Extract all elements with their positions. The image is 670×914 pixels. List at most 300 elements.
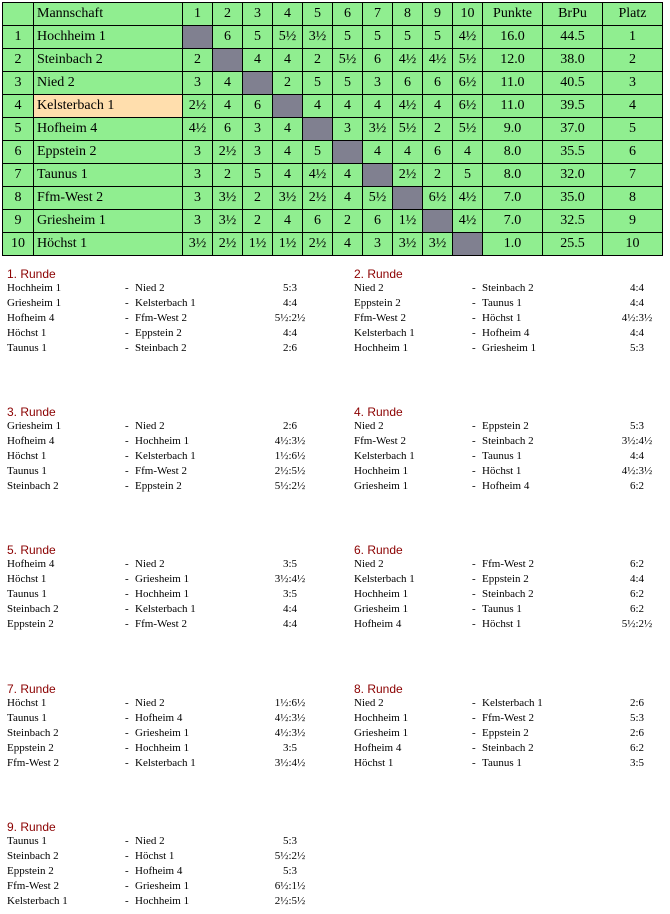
match-score: 4:4 (282, 618, 298, 630)
dash-separator: - (125, 865, 129, 877)
round-title: 2. Runde (354, 267, 403, 281)
home-team: Steinbach 2 (7, 603, 59, 615)
home-team: Hochheim 1 (354, 588, 409, 600)
platz-cell: 8 (603, 187, 663, 210)
row-number: 10 (3, 233, 34, 256)
away-team: Nied 2 (135, 697, 165, 709)
round-title: 8. Runde (354, 682, 403, 696)
diagonal-cell (423, 210, 453, 233)
header-col-8: 8 (393, 3, 423, 26)
result-cell: 4 (333, 187, 363, 210)
punkte-cell: 8.0 (483, 164, 543, 187)
match-row (7, 834, 327, 849)
dash-separator: - (472, 573, 476, 585)
dash-separator: - (472, 435, 476, 447)
away-team: Taunus 1 (482, 603, 522, 615)
home-team: Höchst 1 (354, 757, 394, 769)
result-cell: 3½ (183, 233, 213, 256)
dash-separator: - (125, 342, 129, 354)
home-team: Steinbach 2 (7, 850, 59, 862)
match-score: 5:3 (629, 712, 645, 724)
match-row (354, 617, 670, 632)
away-team: Eppstein 2 (482, 573, 529, 585)
round-title: 6. Runde (354, 543, 403, 557)
home-team: Nied 2 (354, 282, 384, 294)
away-team: Nied 2 (135, 420, 165, 432)
result-cell: 6½ (453, 95, 483, 118)
away-team: Taunus 1 (482, 297, 522, 309)
dash-separator: - (125, 727, 129, 739)
dash-separator: - (125, 603, 129, 615)
match-score: 5:3 (282, 865, 298, 877)
away-team: Steinbach 2 (135, 342, 187, 354)
dash-separator: - (472, 558, 476, 570)
home-team: Griesheim 1 (7, 420, 62, 432)
match-score: 1½:6½ (274, 697, 306, 709)
away-team: Griesheim 1 (135, 573, 190, 585)
result-cell: 6 (363, 49, 393, 72)
result-cell: 3½ (273, 187, 303, 210)
home-team: Nied 2 (354, 558, 384, 570)
result-cell: 4½ (393, 95, 423, 118)
result-cell: 4 (393, 141, 423, 164)
match-score: 5:3 (629, 420, 645, 432)
match-score: 4:4 (629, 297, 645, 309)
away-team: Hochheim 1 (135, 435, 190, 447)
result-cell: 5½ (453, 118, 483, 141)
match-score: 2:6 (629, 727, 645, 739)
dash-separator: - (125, 697, 129, 709)
match-row (354, 741, 670, 756)
round-block (7, 405, 327, 494)
result-cell: 4 (213, 95, 243, 118)
result-cell: 6 (393, 72, 423, 95)
punkte-cell: 11.0 (483, 72, 543, 95)
home-team: Taunus 1 (7, 588, 47, 600)
result-cell: 4 (273, 141, 303, 164)
result-cell: 5½ (273, 26, 303, 49)
result-cell: 1½ (393, 210, 423, 233)
dash-separator: - (472, 712, 476, 724)
dash-separator: - (472, 480, 476, 492)
match-score: 4½:3½ (274, 435, 306, 447)
away-team: Eppstein 2 (135, 327, 182, 339)
table-row (3, 233, 663, 256)
diagonal-cell (243, 72, 273, 95)
punkte-cell: 7.0 (483, 187, 543, 210)
dash-separator: - (125, 282, 129, 294)
away-team: Hofheim 4 (135, 712, 183, 724)
result-cell: 5 (423, 26, 453, 49)
brpu-cell: 40.5 (543, 72, 603, 95)
result-cell: 3 (243, 141, 273, 164)
round-block (354, 682, 670, 771)
row-number: 7 (3, 164, 34, 187)
dash-separator: - (472, 697, 476, 709)
home-team: Hochheim 1 (7, 282, 62, 294)
match-score: 6:2 (629, 603, 645, 615)
away-team: Eppstein 2 (482, 420, 529, 432)
match-score: 2½:5½ (274, 465, 306, 477)
platz-cell: 6 (603, 141, 663, 164)
result-cell: 3½ (393, 233, 423, 256)
brpu-cell: 35.5 (543, 141, 603, 164)
away-team: Eppstein 2 (135, 480, 182, 492)
result-cell: 4 (333, 95, 363, 118)
match-score: 5½:2½ (621, 618, 653, 630)
result-cell: 3 (363, 72, 393, 95)
result-cell: 4 (273, 210, 303, 233)
home-team: Steinbach 2 (7, 727, 59, 739)
match-row (7, 756, 327, 771)
table-row (3, 164, 663, 187)
dash-separator: - (472, 757, 476, 769)
dash-separator: - (125, 850, 129, 862)
home-team: Ffm-West 2 (7, 757, 59, 769)
match-row (354, 341, 670, 356)
brpu-cell: 25.5 (543, 233, 603, 256)
row-number: 5 (3, 118, 34, 141)
diagonal-cell (273, 95, 303, 118)
match-row (7, 696, 327, 711)
result-cell: 4 (273, 49, 303, 72)
team-name: Kelsterbach 1 (34, 95, 183, 118)
platz-cell: 4 (603, 95, 663, 118)
punkte-cell: 7.0 (483, 210, 543, 233)
round-title: 1. Runde (7, 267, 56, 281)
match-score: 4:4 (629, 450, 645, 462)
home-team: Eppstein 2 (7, 742, 54, 754)
dash-separator: - (472, 327, 476, 339)
away-team: Kelsterbach 1 (135, 297, 196, 309)
result-cell: 4 (273, 164, 303, 187)
match-row (7, 434, 327, 449)
diagonal-cell (393, 187, 423, 210)
table-row (3, 72, 663, 95)
match-score: 1½:6½ (274, 450, 306, 462)
round-title: 3. Runde (7, 405, 56, 419)
match-row (7, 296, 327, 311)
match-row (7, 281, 327, 296)
result-cell: 3½ (423, 233, 453, 256)
dash-separator: - (125, 480, 129, 492)
match-score: 6:2 (629, 558, 645, 570)
match-row (7, 741, 327, 756)
result-cell: 2 (303, 49, 333, 72)
row-number: 8 (3, 187, 34, 210)
round-title: 9. Runde (7, 820, 56, 834)
result-cell: 3 (243, 118, 273, 141)
match-row (7, 479, 327, 494)
brpu-cell: 37.0 (543, 118, 603, 141)
platz-cell: 5 (603, 118, 663, 141)
platz-cell: 9 (603, 210, 663, 233)
result-cell: 1½ (273, 233, 303, 256)
round-title: 5. Runde (7, 543, 56, 557)
round-block (7, 267, 327, 356)
away-team: Steinbach 2 (482, 282, 534, 294)
diagonal-cell (453, 233, 483, 256)
away-team: Hochheim 1 (135, 588, 190, 600)
team-name: Hofheim 4 (34, 118, 183, 141)
match-score: 5½:2½ (274, 850, 306, 862)
home-team: Hofheim 4 (354, 618, 402, 630)
result-cell: 4 (363, 141, 393, 164)
result-cell: 5 (333, 72, 363, 95)
match-score: 4½:3½ (274, 727, 306, 739)
result-cell: 3 (183, 187, 213, 210)
home-team: Griesheim 1 (354, 603, 409, 615)
result-cell: 5 (363, 26, 393, 49)
round-block (7, 682, 327, 771)
header-team: Mannschaft (34, 3, 183, 26)
platz-cell: 2 (603, 49, 663, 72)
match-row (7, 587, 327, 602)
round-block (7, 820, 327, 909)
brpu-cell: 38.0 (543, 49, 603, 72)
match-score: 5½:2½ (274, 480, 306, 492)
row-number: 4 (3, 95, 34, 118)
home-team: Hochheim 1 (354, 712, 409, 724)
dash-separator: - (125, 712, 129, 724)
match-score: 5:3 (282, 835, 298, 847)
home-team: Eppstein 2 (354, 297, 401, 309)
match-row (354, 479, 670, 494)
match-row (354, 296, 670, 311)
away-team: Griesheim 1 (135, 880, 190, 892)
match-row (7, 864, 327, 879)
match-row (7, 617, 327, 632)
home-team: Höchst 1 (7, 573, 47, 585)
punkte-cell: 8.0 (483, 141, 543, 164)
away-team: Ffm-West 2 (135, 618, 187, 630)
table-row (3, 187, 663, 210)
home-team: Hofheim 4 (354, 742, 402, 754)
result-cell: 5½ (333, 49, 363, 72)
result-cell: 3 (333, 118, 363, 141)
diagonal-cell (183, 26, 213, 49)
punkte-cell: 11.0 (483, 95, 543, 118)
dash-separator: - (472, 588, 476, 600)
dash-separator: - (125, 465, 129, 477)
brpu-cell: 39.5 (543, 95, 603, 118)
result-cell: 3 (183, 72, 213, 95)
result-cell: 4 (333, 164, 363, 187)
result-cell: 4 (303, 95, 333, 118)
team-name: Taunus 1 (34, 164, 183, 187)
header-col-9: 9 (423, 3, 453, 26)
result-cell: 2½ (213, 233, 243, 256)
dash-separator: - (472, 727, 476, 739)
match-row (7, 419, 327, 434)
result-cell: 5 (333, 26, 363, 49)
match-score: 4:4 (629, 327, 645, 339)
round-block (354, 405, 670, 494)
away-team: Steinbach 2 (482, 435, 534, 447)
match-score: 2:6 (629, 697, 645, 709)
match-row (7, 879, 327, 894)
away-team: Griesheim 1 (482, 342, 537, 354)
result-cell: 4½ (423, 49, 453, 72)
result-cell: 3 (183, 210, 213, 233)
away-team: Ffm-West 2 (482, 712, 534, 724)
home-team: Höchst 1 (7, 450, 47, 462)
away-team: Höchst 1 (135, 850, 175, 862)
dash-separator: - (125, 420, 129, 432)
home-team: Nied 2 (354, 697, 384, 709)
result-cell: 6½ (453, 72, 483, 95)
match-row (354, 281, 670, 296)
dash-separator: - (125, 312, 129, 324)
home-team: Hochheim 1 (354, 465, 409, 477)
match-score: 3½:4½ (274, 757, 306, 769)
home-team: Kelsterbach 1 (354, 327, 415, 339)
result-cell: 2 (273, 72, 303, 95)
result-cell: 6 (243, 95, 273, 118)
dash-separator: - (125, 588, 129, 600)
away-team: Höchst 1 (482, 465, 522, 477)
home-team: Kelsterbach 1 (7, 895, 68, 907)
dash-separator: - (472, 603, 476, 615)
header-col-7: 7 (363, 3, 393, 26)
match-row (7, 341, 327, 356)
match-row (354, 572, 670, 587)
match-row (7, 449, 327, 464)
header-punkte: Punkte (483, 3, 543, 26)
match-row (354, 419, 670, 434)
match-row (7, 711, 327, 726)
header-platz: Platz (603, 3, 663, 26)
dash-separator: - (472, 742, 476, 754)
round-title: 7. Runde (7, 682, 56, 696)
result-cell: 2 (423, 118, 453, 141)
team-name: Hochheim 1 (34, 26, 183, 49)
header-col-2: 2 (213, 3, 243, 26)
match-score: 3:5 (282, 588, 298, 600)
away-team: Kelsterbach 1 (135, 757, 196, 769)
match-score: 3:5 (629, 757, 645, 769)
home-team: Taunus 1 (7, 712, 47, 724)
result-cell: 2½ (303, 233, 333, 256)
result-cell: 2½ (393, 164, 423, 187)
away-team: Kelsterbach 1 (135, 450, 196, 462)
result-cell: 5 (243, 26, 273, 49)
dash-separator: - (472, 312, 476, 324)
away-team: Höchst 1 (482, 312, 522, 324)
match-row (7, 572, 327, 587)
result-cell: 1½ (243, 233, 273, 256)
result-cell: 6 (423, 141, 453, 164)
result-cell: 3 (363, 233, 393, 256)
dash-separator: - (472, 282, 476, 294)
home-team: Höchst 1 (7, 327, 47, 339)
dash-separator: - (472, 342, 476, 354)
dash-separator: - (125, 573, 129, 585)
result-cell: 4 (453, 141, 483, 164)
result-cell: 2 (183, 49, 213, 72)
result-cell: 6 (213, 26, 243, 49)
diagonal-cell (213, 49, 243, 72)
home-team: Ffm-West 2 (7, 880, 59, 892)
result-cell: 6 (363, 210, 393, 233)
away-team: Hofheim 4 (482, 327, 530, 339)
diagonal-cell (363, 164, 393, 187)
table-row (3, 210, 663, 233)
platz-cell: 10 (603, 233, 663, 256)
away-team: Nied 2 (135, 282, 165, 294)
team-name: Ffm-West 2 (34, 187, 183, 210)
away-team: Eppstein 2 (482, 727, 529, 739)
match-score: 3:5 (282, 558, 298, 570)
result-cell: 4½ (453, 187, 483, 210)
result-cell: 3 (183, 141, 213, 164)
punkte-cell: 16.0 (483, 26, 543, 49)
dash-separator: - (125, 297, 129, 309)
dash-separator: - (125, 895, 129, 907)
punkte-cell: 1.0 (483, 233, 543, 256)
match-score: 3:5 (282, 742, 298, 754)
home-team: Taunus 1 (7, 835, 47, 847)
dash-separator: - (125, 742, 129, 754)
result-cell: 3½ (363, 118, 393, 141)
row-number: 3 (3, 72, 34, 95)
away-team: Ffm-West 2 (482, 558, 534, 570)
match-score: 5:3 (629, 342, 645, 354)
home-team: Eppstein 2 (7, 618, 54, 630)
row-number: 1 (3, 26, 34, 49)
round-title: 4. Runde (354, 405, 403, 419)
match-row (7, 464, 327, 479)
match-score: 2:6 (282, 420, 298, 432)
match-row (354, 464, 670, 479)
match-row (7, 326, 327, 341)
dash-separator: - (125, 618, 129, 630)
home-team: Ffm-West 2 (354, 435, 406, 447)
match-row (7, 726, 327, 741)
header-brpu: BrPu (543, 3, 603, 26)
match-score: 5½:2½ (274, 312, 306, 324)
team-name: Steinbach 2 (34, 49, 183, 72)
dash-separator: - (472, 420, 476, 432)
brpu-cell: 32.5 (543, 210, 603, 233)
result-cell: 2 (333, 210, 363, 233)
result-cell: 4½ (183, 118, 213, 141)
home-team: Hochheim 1 (354, 342, 409, 354)
match-score: 4:4 (282, 327, 298, 339)
match-row (354, 726, 670, 741)
home-team: Griesheim 1 (354, 480, 409, 492)
result-cell: 4 (363, 95, 393, 118)
match-score: 2½:5½ (274, 895, 306, 907)
header-col-10: 10 (453, 3, 483, 26)
away-team: Taunus 1 (482, 757, 522, 769)
round-block (7, 543, 327, 632)
team-name: Griesheim 1 (34, 210, 183, 233)
header-col-6: 6 (333, 3, 363, 26)
punkte-cell: 9.0 (483, 118, 543, 141)
match-row (7, 557, 327, 572)
round-block (354, 267, 670, 356)
punkte-cell: 12.0 (483, 49, 543, 72)
match-row (7, 894, 327, 909)
home-team: Steinbach 2 (7, 480, 59, 492)
home-team: Hofheim 4 (7, 435, 55, 447)
dash-separator: - (125, 835, 129, 847)
away-team: Kelsterbach 1 (135, 603, 196, 615)
match-score: 6:2 (629, 480, 645, 492)
away-team: Taunus 1 (482, 450, 522, 462)
match-score: 2:6 (282, 342, 298, 354)
